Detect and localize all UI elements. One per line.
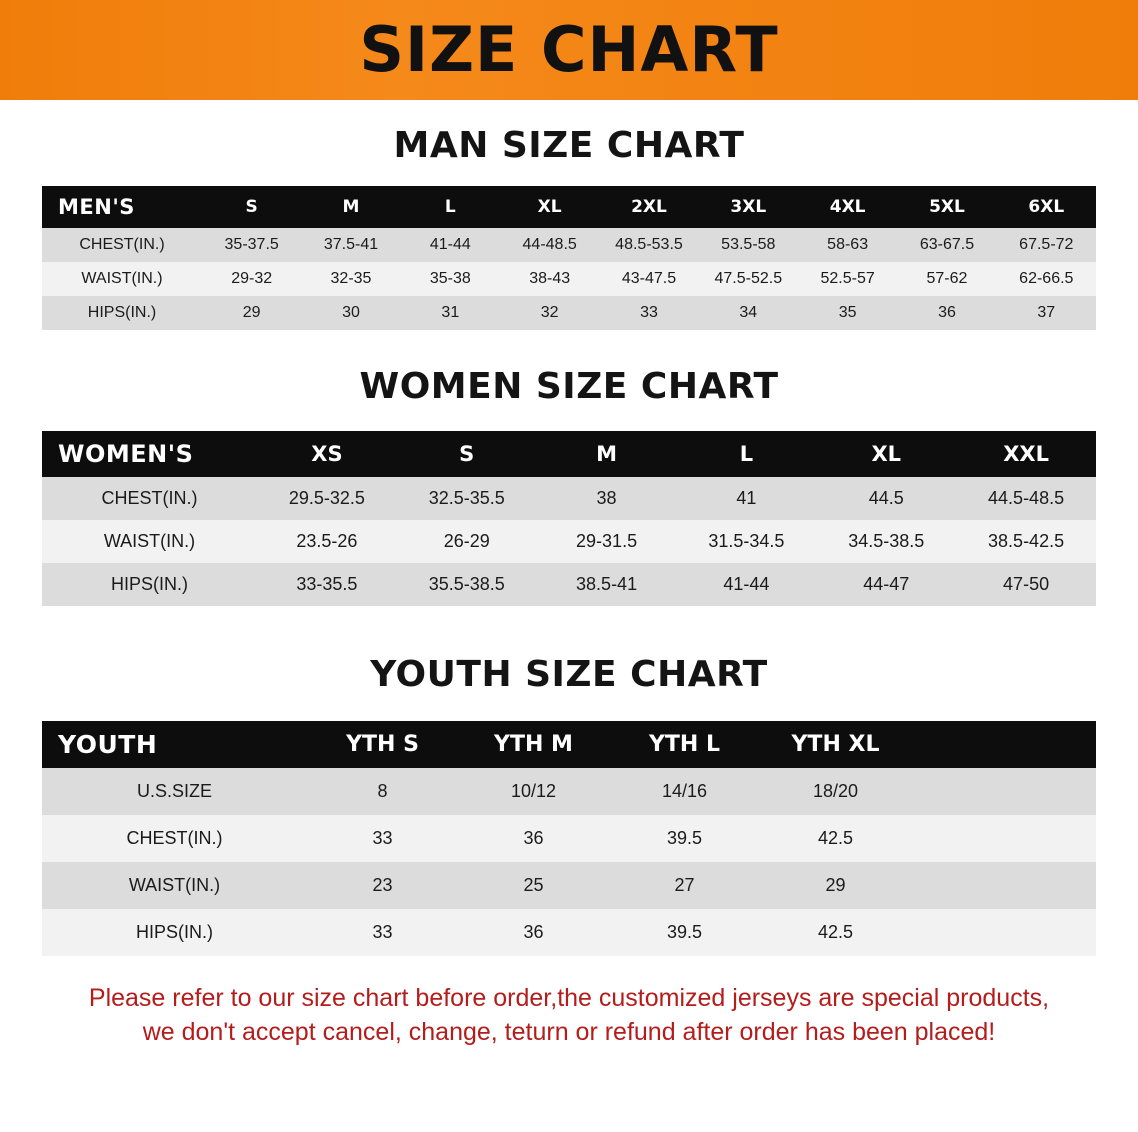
man-section-heading: MAN SIZE CHART bbox=[393, 125, 745, 166]
youth-col-header: YTH M bbox=[458, 721, 609, 768]
women-header-label: WOMEN'S bbox=[42, 431, 257, 477]
table-header-row bbox=[42, 186, 1096, 228]
table-row bbox=[42, 228, 1096, 262]
women-cell: 29-31.5 bbox=[537, 520, 677, 563]
page-title: SIZE CHART bbox=[359, 13, 779, 86]
table-row bbox=[42, 768, 1096, 815]
table-row bbox=[42, 296, 1096, 330]
man-cell: 53.5-58 bbox=[699, 228, 798, 262]
women-cell: 38 bbox=[537, 477, 677, 520]
youth-cell: 18/20 bbox=[760, 768, 911, 815]
man-size-table-wrapper bbox=[42, 186, 1096, 330]
banner bbox=[0, 0, 1138, 100]
women-cell: 44.5 bbox=[816, 477, 956, 520]
youth-cell: 36 bbox=[458, 815, 609, 862]
man-cell: 38-43 bbox=[500, 262, 599, 296]
man-col-header: S bbox=[202, 186, 301, 228]
youth-row-label: HIPS(IN.) bbox=[42, 909, 307, 956]
man-row-label: HIPS(IN.) bbox=[42, 296, 202, 330]
youth-cell: 39.5 bbox=[609, 909, 760, 956]
policy-note bbox=[40, 982, 1098, 1050]
man-cell: 47.5-52.5 bbox=[699, 262, 798, 296]
man-cell: 29 bbox=[202, 296, 301, 330]
youth-cell-spacer bbox=[911, 815, 1096, 862]
youth-header-label: YOUTH bbox=[42, 721, 307, 768]
table-header-row bbox=[42, 431, 1096, 477]
women-cell: 47-50 bbox=[956, 563, 1096, 606]
man-cell: 30 bbox=[301, 296, 400, 330]
youth-cell: 42.5 bbox=[760, 909, 911, 956]
women-cell: 29.5-32.5 bbox=[257, 477, 397, 520]
women-size-table bbox=[42, 431, 1096, 606]
table-row bbox=[42, 520, 1096, 563]
man-size-table bbox=[42, 186, 1096, 330]
women-cell: 35.5-38.5 bbox=[397, 563, 537, 606]
youth-cell: 23 bbox=[307, 862, 458, 909]
man-cell: 31 bbox=[401, 296, 500, 330]
man-cell: 32-35 bbox=[301, 262, 400, 296]
women-cell: 23.5-26 bbox=[257, 520, 397, 563]
women-cell: 38.5-41 bbox=[537, 563, 677, 606]
man-cell: 35-38 bbox=[401, 262, 500, 296]
man-cell: 35 bbox=[798, 296, 897, 330]
women-cell: 34.5-38.5 bbox=[816, 520, 956, 563]
man-cell: 44-48.5 bbox=[500, 228, 599, 262]
man-table-header bbox=[42, 186, 1096, 228]
youth-size-table-wrapper bbox=[42, 721, 1096, 956]
women-size-table-wrapper bbox=[42, 431, 1096, 606]
policy-note-line-1: Please refer to our size chart before order,the customized jerseys are special products, bbox=[88, 984, 1050, 1012]
man-cell: 62-66.5 bbox=[997, 262, 1096, 296]
women-row-label: WAIST(IN.) bbox=[42, 520, 257, 563]
man-cell: 35-37.5 bbox=[202, 228, 301, 262]
women-col-header: XS bbox=[257, 431, 397, 477]
youth-cell: 42.5 bbox=[760, 815, 911, 862]
man-col-header: XL bbox=[500, 186, 599, 228]
man-table-body bbox=[42, 228, 1096, 330]
man-col-header: 4XL bbox=[798, 186, 897, 228]
table-row bbox=[42, 909, 1096, 956]
man-header-label: MEN'S bbox=[42, 186, 202, 228]
man-col-header: 6XL bbox=[997, 186, 1096, 228]
youth-header-spacer bbox=[911, 721, 1096, 768]
table-header-row bbox=[42, 721, 1096, 768]
table-row bbox=[42, 815, 1096, 862]
man-cell: 33 bbox=[599, 296, 698, 330]
man-cell: 34 bbox=[699, 296, 798, 330]
women-row-label: HIPS(IN.) bbox=[42, 563, 257, 606]
policy-note-line-2: we don't accept cancel, change, teturn or refund after order has been placed! bbox=[142, 1017, 996, 1046]
man-cell: 57-62 bbox=[897, 262, 996, 296]
youth-row-label: WAIST(IN.) bbox=[42, 862, 307, 909]
man-cell: 58-63 bbox=[798, 228, 897, 262]
youth-cell: 14/16 bbox=[609, 768, 760, 815]
youth-cell: 10/12 bbox=[458, 768, 609, 815]
youth-cell-spacer bbox=[911, 768, 1096, 815]
man-cell: 63-67.5 bbox=[897, 228, 996, 262]
women-cell: 41 bbox=[676, 477, 816, 520]
man-col-header: L bbox=[401, 186, 500, 228]
man-col-header: 5XL bbox=[897, 186, 996, 228]
man-cell: 48.5-53.5 bbox=[599, 228, 698, 262]
youth-cell: 8 bbox=[307, 768, 458, 815]
women-col-header: XXL bbox=[956, 431, 1096, 477]
table-row bbox=[42, 862, 1096, 909]
youth-cell-spacer bbox=[911, 909, 1096, 956]
man-cell: 37 bbox=[997, 296, 1096, 330]
women-cell: 26-29 bbox=[397, 520, 537, 563]
women-cell: 44-47 bbox=[816, 563, 956, 606]
man-cell: 29-32 bbox=[202, 262, 301, 296]
women-cell: 33-35.5 bbox=[257, 563, 397, 606]
youth-cell: 29 bbox=[760, 862, 911, 909]
women-table-header bbox=[42, 431, 1096, 477]
women-col-header: M bbox=[537, 431, 677, 477]
youth-col-header: YTH XL bbox=[760, 721, 911, 768]
man-row-label: WAIST(IN.) bbox=[42, 262, 202, 296]
women-col-header: XL bbox=[816, 431, 956, 477]
man-col-header: M bbox=[301, 186, 400, 228]
women-cell: 41-44 bbox=[676, 563, 816, 606]
man-cell: 43-47.5 bbox=[599, 262, 698, 296]
man-row-label: CHEST(IN.) bbox=[42, 228, 202, 262]
youth-cell-spacer bbox=[911, 862, 1096, 909]
women-row-label: CHEST(IN.) bbox=[42, 477, 257, 520]
youth-cell: 36 bbox=[458, 909, 609, 956]
youth-col-header: YTH S bbox=[307, 721, 458, 768]
man-cell: 37.5-41 bbox=[301, 228, 400, 262]
youth-cell: 33 bbox=[307, 909, 458, 956]
women-cell: 31.5-34.5 bbox=[676, 520, 816, 563]
women-cell: 32.5-35.5 bbox=[397, 477, 537, 520]
youth-row-label: CHEST(IN.) bbox=[42, 815, 307, 862]
man-cell: 36 bbox=[897, 296, 996, 330]
youth-cell: 39.5 bbox=[609, 815, 760, 862]
man-cell: 41-44 bbox=[401, 228, 500, 262]
women-table-body bbox=[42, 477, 1096, 606]
man-cell: 32 bbox=[500, 296, 599, 330]
youth-section-heading: YOUTH SIZE CHART bbox=[370, 654, 768, 695]
youth-table-body bbox=[42, 768, 1096, 956]
youth-table-header bbox=[42, 721, 1096, 768]
women-cell: 44.5-48.5 bbox=[956, 477, 1096, 520]
man-col-header: 3XL bbox=[699, 186, 798, 228]
women-col-header: S bbox=[397, 431, 537, 477]
youth-cell: 25 bbox=[458, 862, 609, 909]
table-row bbox=[42, 477, 1096, 520]
man-cell: 52.5-57 bbox=[798, 262, 897, 296]
women-section-heading: WOMEN SIZE CHART bbox=[359, 366, 779, 407]
table-row bbox=[42, 563, 1096, 606]
youth-col-header: YTH L bbox=[609, 721, 760, 768]
women-cell: 38.5-42.5 bbox=[956, 520, 1096, 563]
women-col-header: L bbox=[676, 431, 816, 477]
youth-cell: 27 bbox=[609, 862, 760, 909]
man-col-header: 2XL bbox=[599, 186, 698, 228]
youth-row-label: U.S.SIZE bbox=[42, 768, 307, 815]
youth-cell: 33 bbox=[307, 815, 458, 862]
man-cell: 67.5-72 bbox=[997, 228, 1096, 262]
table-row bbox=[42, 262, 1096, 296]
youth-size-table bbox=[42, 721, 1096, 956]
